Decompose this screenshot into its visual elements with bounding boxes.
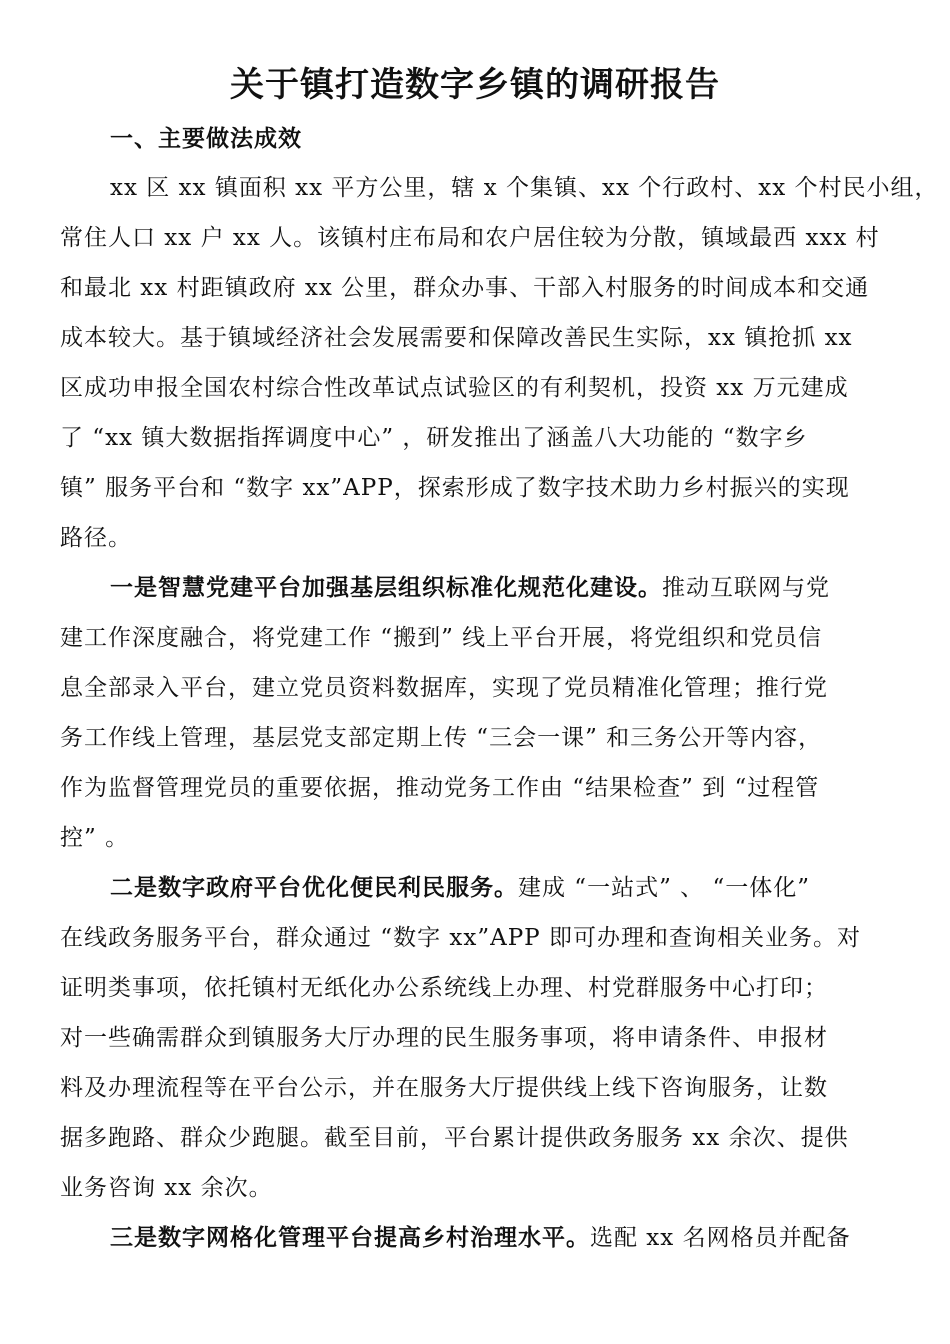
paragraph-line: 对一些确需群众到镇服务大厅办理的民生服务事项，将申请条件、申报材	[60, 1025, 828, 1051]
document-title: 关于镇打造数字乡镇的调研报告	[230, 65, 720, 105]
paragraph-line: 据多跑路、群众少跑腿。截至目前，平台累计提供政务服务 xx 余次、提供	[60, 1125, 849, 1151]
section-heading: 一、主要做法成效	[110, 126, 302, 152]
paragraph-line: 作为监督管理党员的重要依据，推动党务工作由 “结果检查” 到 “过程管	[60, 775, 820, 801]
paragraph-text: 选配 xx 名网格员并配备	[590, 1225, 851, 1251]
paragraph-line: 息全部录入平台，建立党员资料数据库，实现了党员精准化管理；推行党	[60, 675, 828, 701]
paragraph-first-line	[110, 866, 950, 910]
paragraph-line: 控” 。	[60, 825, 130, 851]
paragraph-line: 成本较大。基于镇域经济社会发展需要和保障改善民生实际，xx 镇抢抓 xx	[60, 325, 853, 351]
paragraph-lead: 二是数字政府平台优化便民利民服务。	[110, 874, 518, 901]
paragraph-line: 料及办理流程等在平台公示，并在服务大厅提供线上线下咨询服务，让数	[60, 1075, 828, 1101]
paragraph-line: 常住人口 xx 户 xx 人。该镇村庄布局和农户居住较为分散，镇域最西 xxx 村	[60, 225, 880, 251]
paragraph-lead: 三是数字网格化管理平台提高乡村治理水平。	[110, 1224, 590, 1251]
paragraph-line: 建工作深度融合，将党建工作 “搬到” 线上平台开展，将党组织和党员信	[60, 625, 823, 651]
paragraph-lead: 一是智慧党建平台加强基层组织标准化规范化建设。	[110, 574, 662, 601]
paragraph-line: 镇” 服务平台和 “数字 xx”APP，探索形成了数字技术助力乡村振兴的实现	[60, 475, 850, 501]
paragraph-line: 在线政务服务平台，群众通过 “数字 xx”APP 即可办理和查询相关业务。对	[60, 925, 861, 951]
paragraph-first-line	[110, 1216, 950, 1260]
paragraph-line: 务工作线上管理，基层党支部定期上传 “三会一课” 和三务公开等内容，	[60, 725, 823, 751]
paragraph-line: 区成功申报全国农村综合性改革试点试验区的有利契机，投资 xx 万元建成	[60, 375, 849, 401]
paragraph-text: 推动互联网与党	[662, 575, 830, 601]
paragraph-line: 路径。	[60, 525, 132, 551]
paragraph-text: 建成 “一站式” 、 “一体化”	[518, 875, 810, 901]
paragraph-line: 了 “xx 镇大数据指挥调度中心” ，研发推出了涵盖八大功能的 “数字乡	[60, 425, 808, 451]
paragraph-line: 业务咨询 xx 余次。	[60, 1175, 273, 1201]
paragraph-line: 证明类事项，依托镇村无纸化办公系统线上办理、村党群服务中心打印；	[60, 975, 828, 1001]
paragraph-line: 和最北 xx 村距镇政府 xx 公里，群众办事、干部入村服务的时间成本和交通	[60, 275, 870, 301]
paragraph-first-line	[110, 566, 950, 610]
paragraph-line: xx 区 xx 镇面积 xx 平方公里，辖 x 个集镇、xx 个行政村、xx 个村民小组，	[110, 175, 939, 201]
